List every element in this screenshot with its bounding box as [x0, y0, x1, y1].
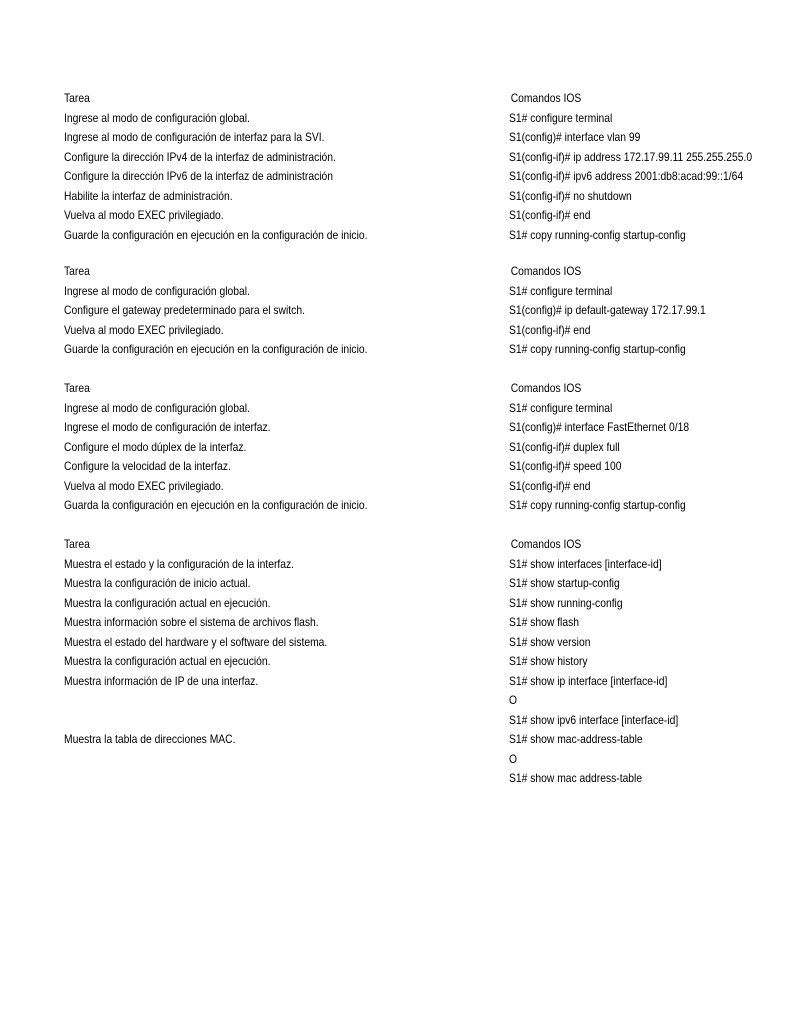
table-row — [0, 206, 768, 226]
section-svi-config — [0, 89, 768, 245]
table-row — [0, 574, 768, 594]
command-text: S1(config)# interface FastEthernet 0/18 — [509, 420, 690, 434]
section-show-commands — [0, 535, 768, 789]
table-row — [0, 148, 768, 168]
task-text: Vuelva al modo EXEC privilegiado. — [64, 208, 224, 222]
command-text: S1# copy running-config startup-config — [509, 498, 686, 512]
task-text: Muestra el estado del hardware y el software del sistema. — [64, 634, 328, 649]
table-row — [0, 418, 768, 438]
task-text: Habilite la interfaz de administración. — [64, 188, 233, 203]
task-text: Ingrese al modo de configuración de interfaz para la SVI. — [64, 130, 325, 144]
command-text: S1# show interfaces [interface-id] — [509, 556, 662, 571]
table-row — [0, 301, 768, 321]
task-text: Configure la velocidad de la interfaz. — [64, 459, 231, 473]
command-text: S1(config)# interface vlan 99 — [509, 130, 641, 144]
command-text: S1(config-if)# end — [509, 322, 591, 337]
table-row — [0, 226, 768, 246]
command-text: S1(config-if)# end — [509, 208, 591, 222]
task-text: Guarde la configuración en ejecución en la configuración de inicio. — [64, 227, 368, 242]
table-row — [0, 555, 768, 575]
table-row — [0, 730, 768, 750]
task-text: Muestra el estado y la configuración de la interfaz. — [64, 556, 295, 571]
table-row — [0, 594, 768, 614]
section-header — [0, 379, 768, 399]
command-text: O — [509, 693, 518, 707]
task-text: Ingrese al modo de configuración global. — [64, 400, 250, 415]
table-row — [0, 691, 768, 711]
table-row — [0, 128, 768, 148]
command-text: S1# configure terminal — [509, 400, 613, 415]
table-row — [0, 477, 768, 497]
section-interface-duplex-speed — [0, 379, 768, 516]
task-text: Guarda la configuración en ejecución en la configuración de inicio. — [64, 498, 368, 512]
command-text: S1(config-if)# ipv6 address 2001:db8:acad:99::1/64 — [509, 169, 744, 183]
table-row — [0, 399, 768, 419]
command-text: S1# show version — [509, 634, 591, 649]
command-text: S1# configure terminal — [509, 110, 613, 125]
command-column-header: Comandos IOS — [510, 91, 582, 105]
command-text: S1# copy running-config startup-config — [509, 342, 686, 356]
task-text: Muestra información de IP de una interfaz. — [64, 673, 259, 688]
command-text: S1# show mac address-table — [509, 771, 643, 785]
task-text: Vuelva al modo EXEC privilegiado. — [64, 478, 224, 493]
task-text: Configure la dirección IPv6 de la interfaz de administración — [64, 169, 334, 183]
command-text: S1# show ipv6 interface [interface-id] — [509, 712, 679, 727]
table-row — [0, 187, 768, 207]
command-text: S1# show history — [509, 654, 588, 668]
table-row — [0, 633, 768, 653]
command-text: S1(config-if)# no shutdown — [509, 188, 632, 203]
task-text: Muestra la tabla de direcciones MAC. — [64, 732, 236, 746]
command-text: S1# show running-config — [509, 595, 623, 610]
table-row — [0, 769, 768, 789]
task-text: Configure la dirección IPv4 de la interfaz de administración. — [64, 149, 336, 164]
task-column-header: Tarea — [64, 264, 90, 278]
table-row — [0, 438, 768, 458]
command-text: S1(config)# ip default-gateway 172.17.99.1 — [509, 303, 706, 317]
task-text: Muestra la configuración de inicio actual. — [64, 576, 251, 590]
table-row — [0, 613, 768, 633]
section-header — [0, 535, 768, 555]
command-text: O — [509, 751, 518, 766]
command-text: S1# show mac-address-table — [509, 732, 643, 746]
table-row — [0, 711, 768, 731]
table-row — [0, 282, 768, 302]
task-text: Vuelva al modo EXEC privilegiado. — [64, 322, 224, 337]
task-column-header: Tarea — [64, 537, 90, 551]
table-row — [0, 496, 768, 516]
task-column-header: Tarea — [64, 91, 90, 105]
command-text: S1# copy running-config startup-config — [509, 227, 686, 242]
task-text: Ingrese al modo de configuración global. — [64, 110, 250, 125]
section-header — [0, 89, 768, 109]
task-text: Ingrese el modo de configuración de interfaz. — [64, 420, 271, 434]
command-text: S1# show flash — [509, 615, 579, 629]
command-text: S1(config-if)# end — [509, 478, 591, 493]
command-column-header: Comandos IOS — [510, 537, 582, 551]
table-row — [0, 652, 768, 672]
command-text: S1# show ip interface [interface-id] — [509, 673, 668, 688]
command-text: S1(config-if)# duplex full — [509, 439, 620, 454]
task-text: Ingrese al modo de configuración global. — [64, 283, 250, 298]
task-column-header: Tarea — [64, 381, 90, 395]
table-row — [0, 340, 768, 360]
table-row — [0, 109, 768, 129]
table-row — [0, 750, 768, 770]
command-text: S1(config-if)# ip address 172.17.99.11 255.255.255.0 — [509, 149, 753, 164]
command-column-header: Comandos IOS — [510, 264, 582, 278]
command-text: S1(config-if)# speed 100 — [509, 459, 622, 473]
section-default-gateway — [0, 262, 768, 360]
command-text: S1# show startup-config — [509, 576, 620, 590]
table-row — [0, 167, 768, 187]
table-row — [0, 321, 768, 341]
table-row — [0, 457, 768, 477]
command-text: S1# configure terminal — [509, 283, 613, 298]
task-text: Configure el gateway predeterminado para el switch. — [64, 303, 305, 317]
table-row — [0, 672, 768, 692]
command-column-header: Comandos IOS — [510, 381, 582, 395]
task-text: Muestra información sobre el sistema de archivos flash. — [64, 615, 319, 629]
task-text: Muestra la configuración actual en ejecución. — [64, 654, 271, 668]
task-text: Guarde la configuración en ejecución en la configuración de inicio. — [64, 342, 368, 356]
task-text: Configure el modo dúplex de la interfaz. — [64, 439, 247, 454]
section-header — [0, 262, 768, 282]
task-text: Muestra la configuración actual en ejecución. — [64, 595, 271, 610]
